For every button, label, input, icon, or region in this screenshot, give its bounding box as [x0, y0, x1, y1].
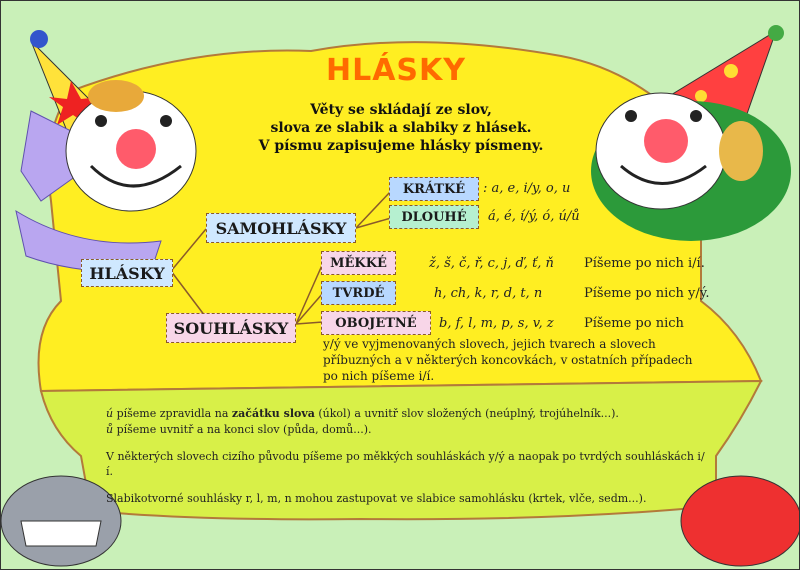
obojetne-rule-start: Píšeme po nich	[584, 316, 684, 331]
note-foreign-words: V některých slovech cizího původu píšeme po měkkých souhláskách y/ý a naopak po tvrdých souhláskách i/í.	[106, 450, 705, 478]
page-title: HLÁSKY	[325, 53, 467, 88]
souhlasky-box: SOUHLÁSKY	[166, 313, 296, 343]
note-u-start	[106, 406, 706, 421]
kratke-examples: : a, e, i/y, o, u	[483, 181, 571, 196]
left-clown-nose	[116, 129, 156, 169]
note-syllabic: Slabikotvorné souhlásky r, l, m, n mohou zastupovat ve slabice samohlásku (krtek, vlče, sedm...).	[106, 492, 647, 505]
intro-text	[241, 101, 561, 155]
obojetne-rule-line-2: příbuzných a v některých koncovkách, v ostatních případech	[323, 353, 693, 367]
note-u-text-1: píšeme zpravidla na	[113, 407, 232, 420]
right-clown	[591, 25, 791, 241]
hlasky-box: HLÁSKY	[81, 259, 173, 287]
obojetne-box: OBOJETNÉ	[321, 311, 431, 335]
tvrde-examples: h, ch, k, r, d, t, n	[434, 286, 543, 301]
note-u-ring-letter: ů	[106, 423, 114, 436]
mekke-box: MĚKKÉ	[321, 251, 396, 275]
right-clown-nose	[644, 119, 688, 163]
samohlasky-box: SAMOHLÁSKY	[206, 213, 356, 243]
tvrde-rule: Píšeme po nich y/ý.	[584, 286, 710, 301]
mekke-rule: Píšeme po nich i/í.	[584, 256, 705, 271]
note-u-text-2: (úkol) a uvnitř slov složených (neúplný, trojúhelník...).	[314, 407, 619, 420]
note-u-ring	[106, 422, 706, 437]
kratke-box: KRÁTKÉ	[389, 177, 479, 201]
obojetne-examples: b, f, l, m, p, s, v, z	[439, 316, 554, 331]
tvrde-box: TVRDÉ	[321, 281, 396, 305]
note-u-ring-text: píšeme uvnitř a na konci slov (půda, domů...).	[113, 423, 372, 436]
obojetne-rule-line-1: y/ý ve vyjmenovaných slovech, jejich tvarech a slovech	[323, 337, 656, 351]
bottom-left-clown	[1, 476, 121, 566]
note-u-emphasis: začátku slova	[231, 407, 315, 420]
obojetne-rule-lines	[323, 336, 693, 384]
dlouhe-box: DLOUHÉ	[389, 205, 479, 229]
intro-line-3: V písmu zapisujeme hlásky písmeny.	[258, 138, 544, 154]
intro-line-2: slova ze slabik a slabiky z hlásek.	[270, 120, 532, 136]
mekke-examples: ž, š, č, ř, c, j, ď, ť, ň	[429, 256, 554, 271]
note-u-letter: ú	[106, 407, 114, 420]
obojetne-rule-line-3: po nich píšeme i/í.	[323, 369, 435, 383]
intro-line-1: Věty se skládají ze slov,	[310, 102, 492, 118]
dlouhe-examples: á, é, í/ý, ó, ú/ů	[488, 209, 580, 224]
bottom-right-clown	[681, 476, 800, 566]
